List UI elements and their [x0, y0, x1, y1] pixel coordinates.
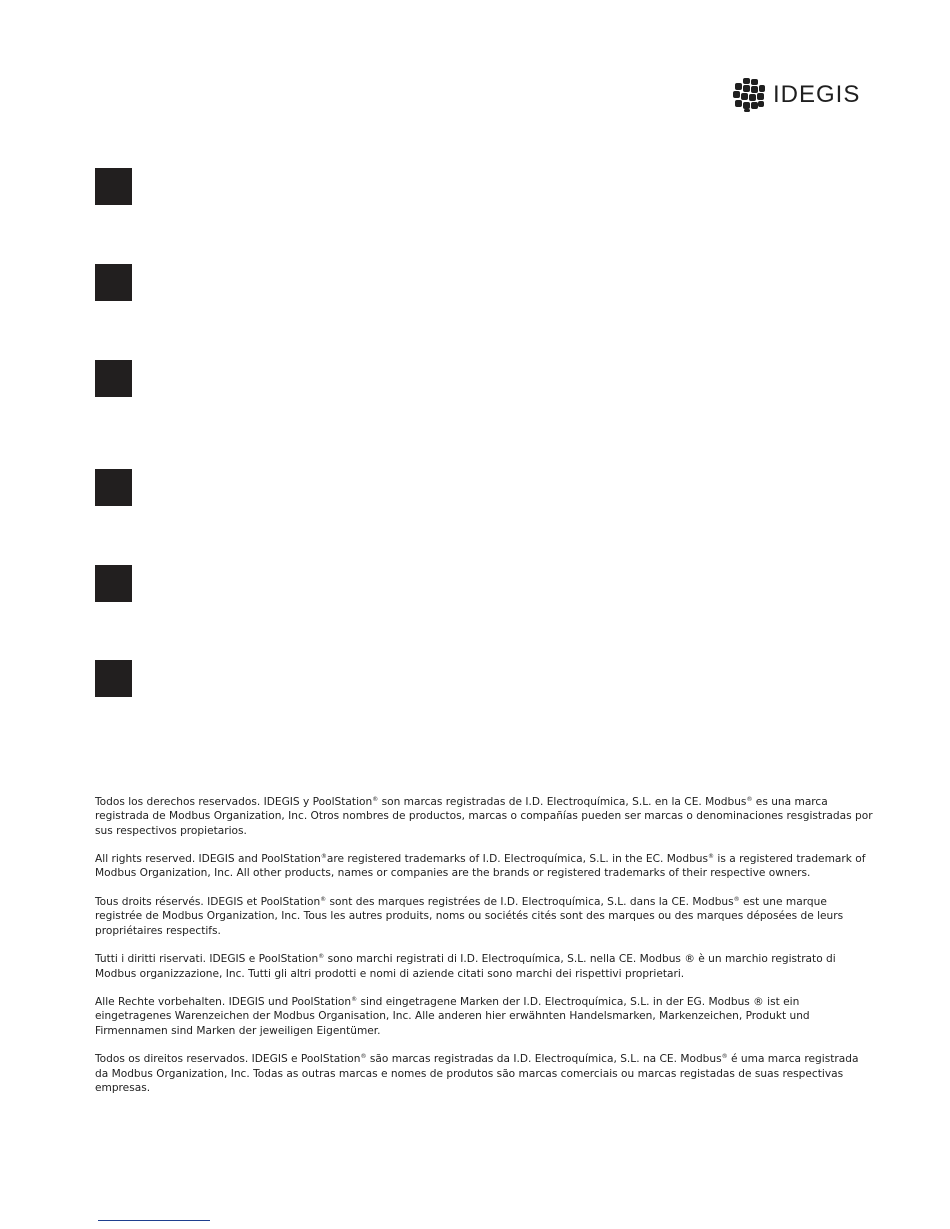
legal-notice-de: Alle Rechte vorbehalten. IDEGIS und PoolStation® sind eingetragene Marken der I.D. Electroquímica, S.L. in der EG. Modbus ® ist ein eingetragenes Warenzeichen der Modbus Organisation, Inc. Alle anderen hier erwähnten Handelsmarken, Markenzeichen, Produkt und Firmennamen sind Marken der jeweiligen Eigentümer. — [95, 996, 810, 1037]
language-marker-square — [95, 565, 132, 602]
legal-notice-es: Todos los derechos reservados. IDEGIS y PoolStation® son marcas registradas de I.D. Electroquímica, S.L. en la CE. Modbus® es una marca registrada de Modbus Organization, Inc. Otros nombres de productos, marcas o compañías pueden ser marcas o denominaciones resgistradas por sus respectivos propietarios. — [95, 796, 873, 837]
language-marker-square — [95, 660, 132, 697]
legal-notices — [95, 795, 875, 1110]
language-marker-square — [95, 168, 132, 205]
footer-line — [98, 1220, 210, 1221]
logo-text: IDEGIS — [773, 81, 861, 108]
language-marker-square — [95, 264, 132, 301]
language-marker-square — [95, 360, 132, 397]
legal-notice-pt: Todos os direitos reservados. IDEGIS e PoolStation® são marcas registradas da I.D. Electroquímica, S.L. na CE. Modbus® é uma marca registrada da Modbus Organization, Inc. Todas as outras marcas e nomes de produtos são marcas comerciais ou marcas registadas de suas respectivas empresas. — [95, 1053, 859, 1094]
idegis-logo-icon — [731, 77, 767, 113]
language-marker-square — [95, 469, 132, 506]
legal-notice-fr: Tous droits réservés. IDEGIS et PoolStation® sont des marques registrées de I.D. Electroquímica, S.L. dans la CE. Modbus® est une marque registrée de Modbus Organization, Inc. Tous les autres produits, noms ou sociétés cités sont des marques ou des marques déposées de leurs propriétaires respectifs. — [95, 896, 844, 937]
brand-logo — [731, 76, 860, 114]
legal-notice-it: Tutti i diritti riservati. IDEGIS e PoolStation® sono marchi registrati di I.D. Electroquímica, S.L. nella CE. Modbus ® è un marchio registrato di Modbus organizzazione, Inc. Tutti gli altri prodotti e nomi di aziende citati sono marchi dei rispettivi proprietari. — [95, 953, 836, 980]
legal-notice-en: All rights reserved. IDEGIS and PoolStation®are registered trademarks of I.D. Electroquímica, S.L. in the EC. Modbus® is a registered trademark of Modbus Organization, Inc. All other products, names or companies are the brands or registered trademarks of their respective owners. — [95, 853, 866, 880]
